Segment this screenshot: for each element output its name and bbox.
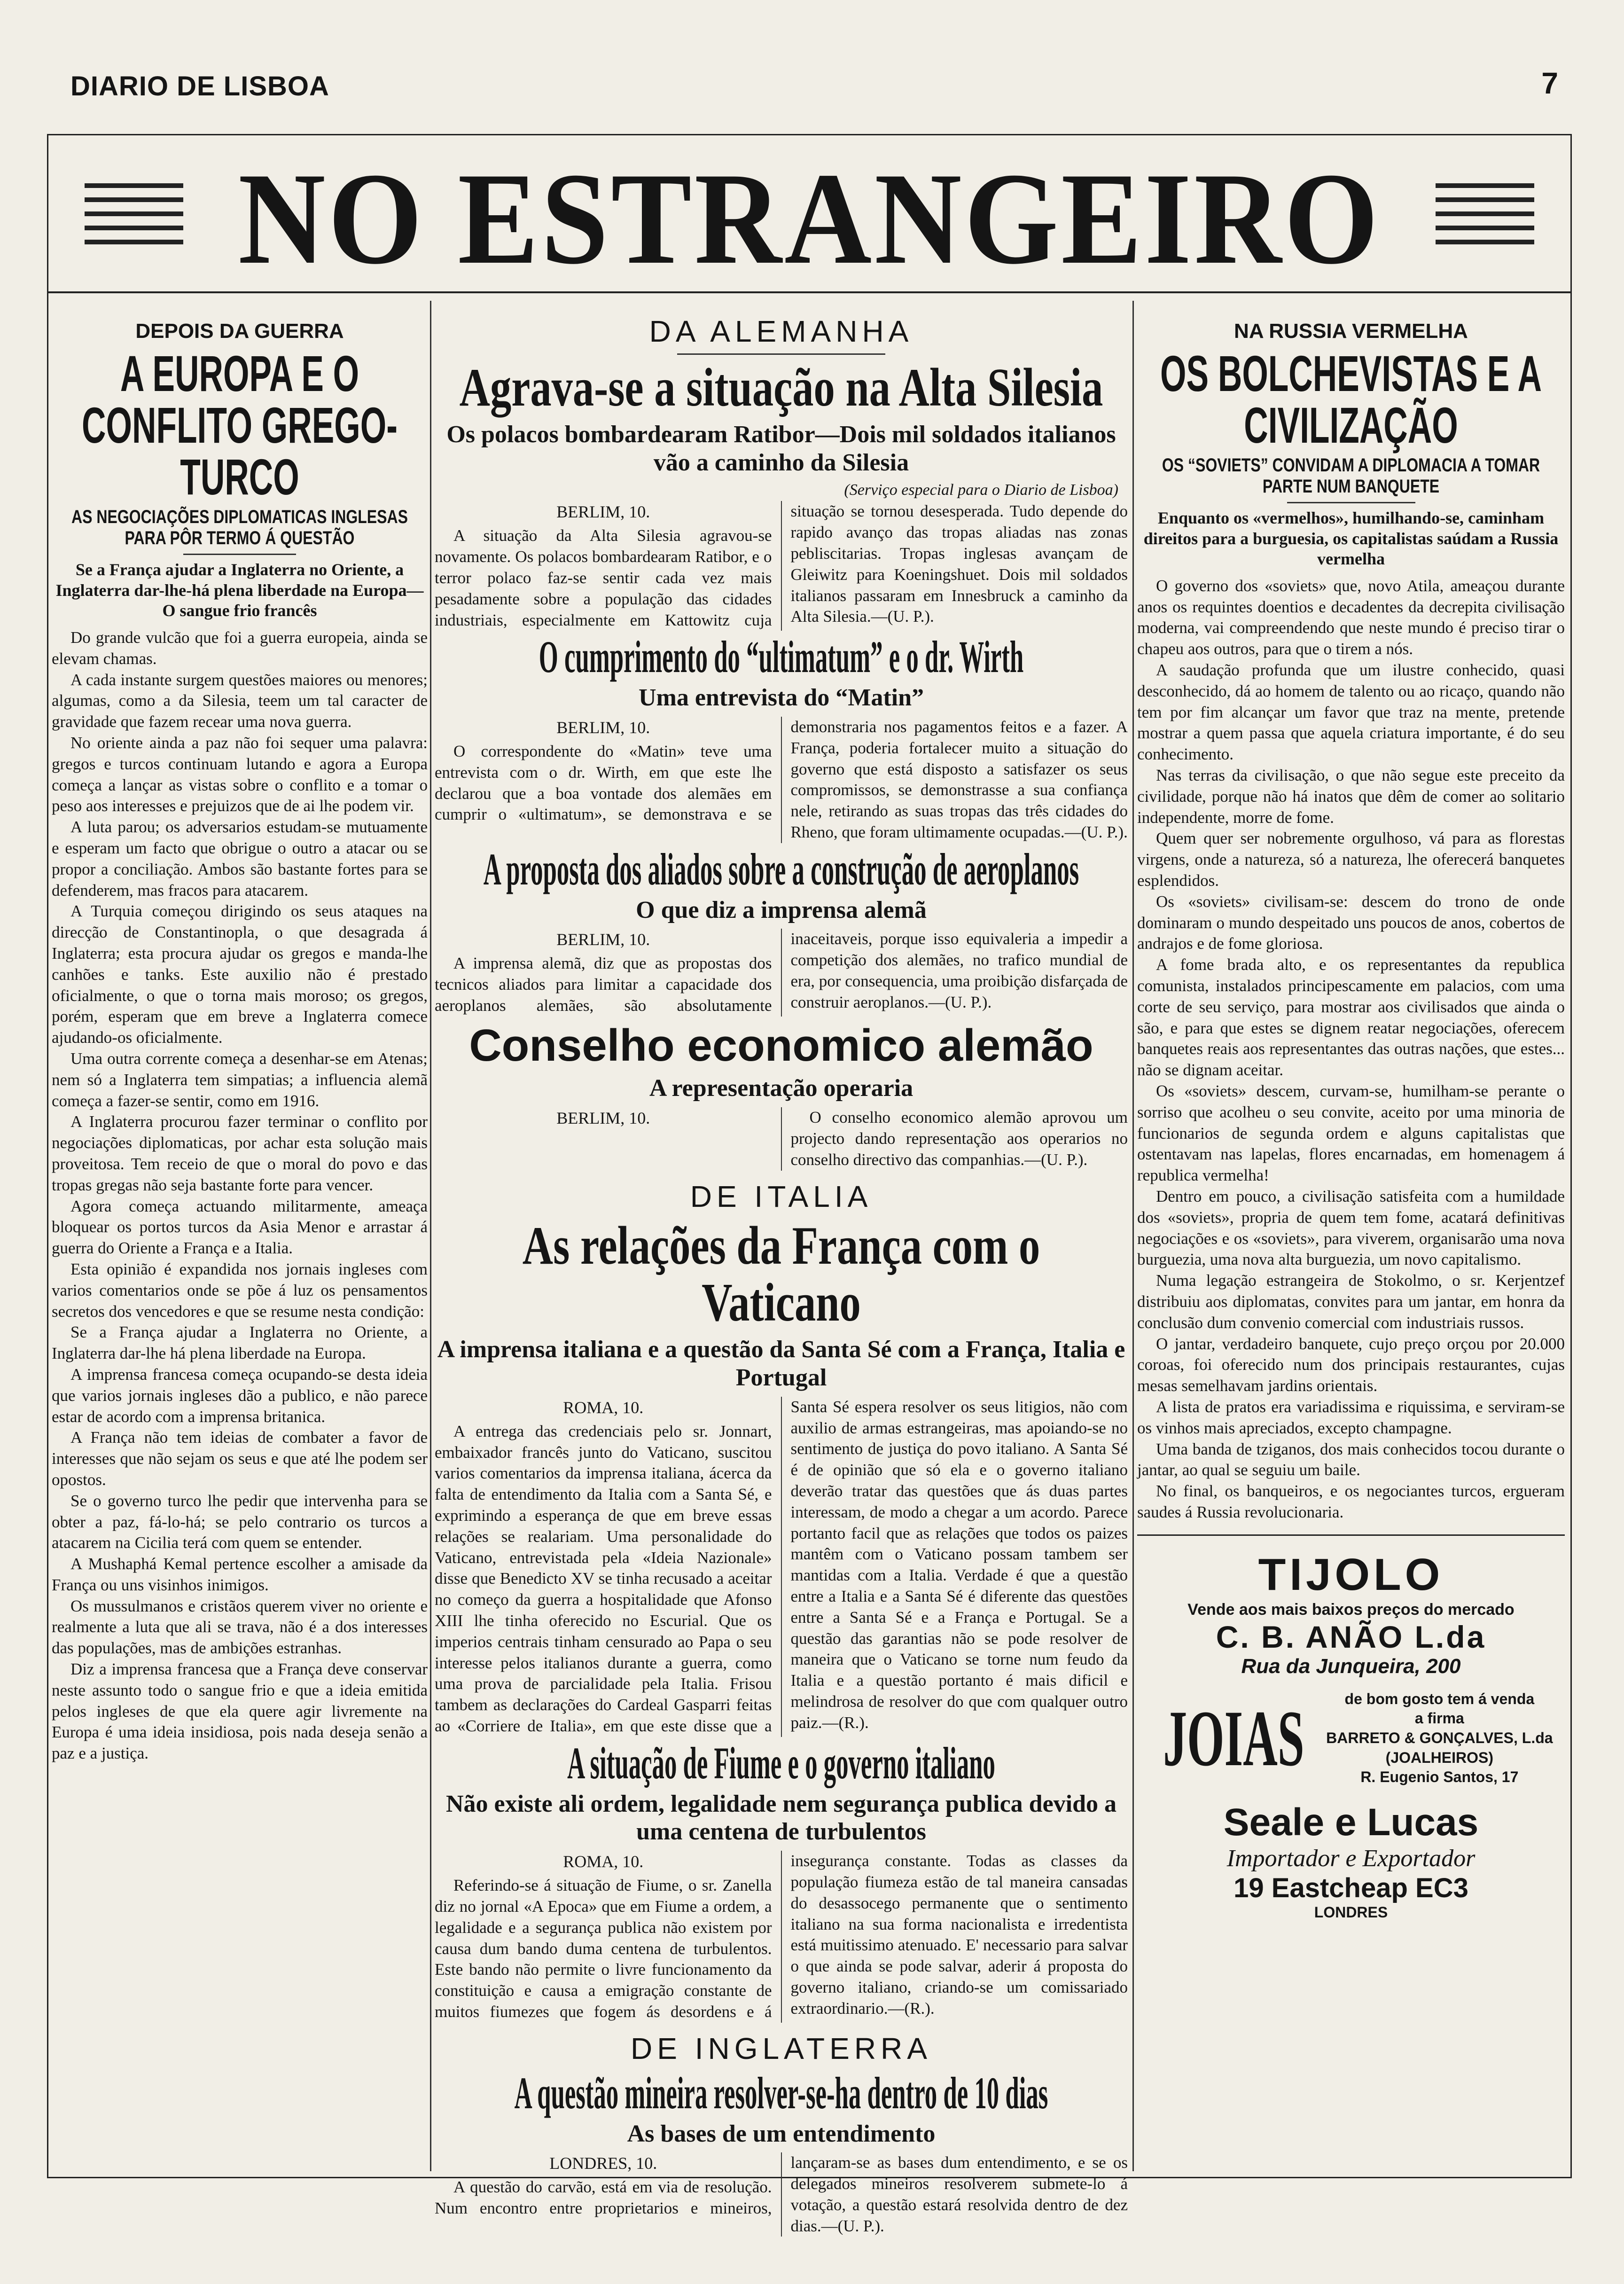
ad-address: Rua da Junqueira, 200 xyxy=(1241,1654,1461,1678)
paragraph: A imprensa alemã, diz que as propostas dos tecnicos aliados para limitar a capacidade dos aeroplanos alemães, são absolutamente inaceitaveis, porque isso equivaleria a impedir a competição dos alemães, no trafico mundial de era, por consequencia, uma proibição disfarçada de construir aeroplanos.—(U. P.). xyxy=(435,930,1128,1015)
article-headline: Conselho economico alemão xyxy=(469,1020,1093,1071)
masthead-ornament-left xyxy=(85,183,183,254)
divider xyxy=(1287,502,1415,503)
paragraph: O jantar, verdadeiro banquete, cujo preço orçou por 20.000 coroas, foi oferecido num dos principais restaurantes, cujas mesas semelhavam jardins orientais. xyxy=(1137,1334,1565,1395)
paragraph: A imprensa francesa começa ocupando-se desta ideia que varios jornais ingleses dão a publico, e não parece estar de acordo com a imprensa britanica. xyxy=(52,1365,428,1426)
paragraph: A luta parou; os adversarios estudam-se mutuamente e esperam um facto que obrigue o outro a atacar ou se propor a conciliação. Ambos são bastante fortes para se defenderem, mas fracos para atacarem. xyxy=(52,818,428,900)
paragraph: O conselho economico alemão aprovou um projecto dando representação aos operarios no conselho directivo das companhias.—(U. P.). xyxy=(790,1108,1128,1169)
ad-line: Vende aos mais baixos preços do mercado xyxy=(1187,1600,1515,1619)
column-rule-2 xyxy=(1132,301,1134,2171)
paragraph: Uma banda de tziganos, dos mais conhecidos tocou durante o jantar, ao qual se seguiu um baile. xyxy=(1137,1439,1565,1479)
paragraph: Se a França ajudar a Inglaterra no Oriente, a Inglaterra dar-lhe há plena liberdade na Europa. xyxy=(52,1323,428,1363)
paragraph: A entrega das credenciais pelo sr. Jonnart, embaixador francês junto do Vaticano, suscitou varios comentarios da imprensa italiana, ácerca da falta de entendimento da Italia com a Santa Sé, e exprimindo a esperança de que em breve essas relações se realariam. Uma personalidade do Vaticano, entrevistada pela «Ideia Nazionale» disse que Benedicto XV se tinha recusado a aceitar no começo da guerra a hospitalidade que Afonso XIII lhe tinha oferecido no Escurial. Que os imperios centrais tinham censurado ao Papa o seu interesse pelos italianos durante a guerra, como uma prova de parcialidade pela Italia. Frisou tambem as declarações do Cardeal Gasparri feitas ao «Corriere de Italia», em que este disse que a Santa Sé espera resolver os seus litigios, não com auxilio de armas estrangeiras, mas apoiando-se no sentimento de justiça do povo italiano. A Santa Sé é de opinião que só ela e o governo italiano deverão tratar das questões que ás duas partes interessam, de modo a chegar a um acordo. Parece portanto facil que as relações que todos os paizes mantêm com o Vaticano possam tambem ser mantidas com a Italia. Verdade é que a questão entre a Italia e a Santa Sé é diferente das questões entre a Santa Sé e a França e Portugal. Se a questão das garantias não se pode resolver de maneira que o Vaticano se torne num feudo da Italia e a questão portanto é mais dificil e melindrosa de resolver do que com qualquer outro paiz.—(R.). xyxy=(435,1397,1128,1735)
article-kicker: NA RUSSIA VERMELHA xyxy=(1234,320,1468,343)
paragraph: Referindo-se á situação de Fiume, o sr. Zanella diz no jornal «A Epoca» que em Fiume a ordem, a legalidade e a segurança publica não existem por causa dum bando duma centena de turbulentos. Este bando não permite o livre funcionamento da constituição e causa a emigração constante de muitos fiumezes que fogem ás desordens e á insegurança constante. Todas as classes da população fiumeza estão de tal maneira cansadas do desassocego permanente que o sentimento italiano na sua forma nacionalista e irredentista está muitissimo atenuado. E' necessario para salvar o que ainda se pode salvar, aderir á proposta do governo italiano, criando-se um comissariado extraordinario.—(R.). xyxy=(435,1852,1128,2021)
article-body xyxy=(435,501,1128,631)
advertisement-tijolo xyxy=(1137,1549,1565,1678)
article-kicker: DEPOIS DA GUERRA xyxy=(135,320,344,343)
dateline: BERLIM, 10. xyxy=(556,502,650,522)
paper-name: DIARIO DE LISBOA xyxy=(70,71,329,102)
ad-line: de bom gosto tem á venda xyxy=(1344,1690,1535,1707)
paragraph: A situação da Alta Silesia agravou-se novamente. Os polacos bombardearam Ratibor, e o terror polaco faz-se sentir cada vez mais pesadamente sobre a população das cidades industriais, especialmente em Kattowitz cuja situação se tornou desesperada. Tudo depende do rapido avanço das tropas aliadas nas zonas pebliscitarias. Tropas inglesas avançam de Gleiwitz para Koeningshuet. Dois mil soldados italianos passaram em Innesbruck a caminho da Alta Silesia.—(U. P.). xyxy=(435,502,1128,629)
paragraph: Se o governo turco lhe pedir que intervenha para se obter a paz, fá-lo-há; se pelo contrario os turcos a atacarem na Cicilia terá com quem se entender. xyxy=(52,1491,428,1552)
divider xyxy=(183,554,296,555)
masthead-title: NO ESTRANGEIRO xyxy=(238,145,1381,291)
paragraph: A França não tem ideias de combater a favor de interesses que não sejam os seus e que até lhe podem ser opostos. xyxy=(52,1428,428,1489)
article-body xyxy=(435,1397,1128,1737)
dateline: BERLIM, 10. xyxy=(556,930,650,949)
paragraph: Do grande vulcão que foi a guerra europeia, ainda se elevam chamas. xyxy=(52,628,428,668)
paragraph: A cada instante surgem questões maiores ou menores; algumas, como a da Silesia, teem um tal caracter de gravidade que fazem recear uma nova guerra. xyxy=(52,670,428,731)
paragraph: A Mushaphá Kemal pertence escolher a amisade da França ou uns visinhos inimigos. xyxy=(52,1555,428,1594)
paragraph: Agora começa actuando militarmente, ameaça bloquear os portos turcos da Asia Menor e arrastar á guerra do Oriente a França e a Italia. xyxy=(52,1197,428,1258)
ad-text xyxy=(1326,1690,1553,1787)
paragraph: Nas terras da civilisação, o que não segue este preceito da civilidade, porque não há inatos que dêm de comer ao solitario independente, morre de fome. xyxy=(1137,766,1565,827)
article-body xyxy=(1137,576,1565,1523)
article-subhead: Não existe ali ordem, legalidade nem segurança publica devido a uma centena de turbulentos xyxy=(445,1790,1117,1846)
masthead-rule xyxy=(47,291,1572,293)
article-subhead: OS “SOVIETS” CONVIDAM A DIPLOMACIA A TOMAR PARTE NUM BANQUETE xyxy=(1162,455,1540,497)
paragraph: A saudação profunda que um ilustre conhecido, quasi desconhecido, dá ao homem de talento ou ao ricaço, quando não tem por fim alcançar um favor que traz na mente, pretende mostrar a quem passa que aquela criatura importante, é do seu conhecimento. xyxy=(1137,661,1565,764)
paragraph: Dentro em pouco, a civilisação satisfeita com a humildade dos «soviets», propria de quem tem fome, acatará definitivas negociações e os «soviets», para viverem, organisarão uma nova burguezia, uma nova alta burguezia, um novo capitalismo. xyxy=(1137,1187,1565,1269)
paragraph: Os mussulmanos e cristãos querem viver no oriente e realmente a luta que ali se trava, não é a dos interesses das populações, mas de ambições estranhas. xyxy=(52,1596,428,1658)
page-number: 7 xyxy=(1541,66,1558,100)
article-subhead: A representação operaria xyxy=(649,1075,914,1102)
ad-company: Seale e Lucas xyxy=(1223,1800,1479,1844)
paragraph: Quem quer ser nobremente orgulhoso, vá para as florestas virgens, onde a natureza, só a natureza, lhe oferecerá banquetes esplendidos. xyxy=(1137,829,1565,890)
paragraph: No final, os banqueiros, e os negociantes turcos, ergueram saudes á Russia revolucionaria. xyxy=(1137,1482,1565,1521)
section-heading-italia: DE ITALIA xyxy=(690,1179,873,1213)
article-subhead: O que diz a imprensa alemã xyxy=(636,896,927,923)
article-body xyxy=(435,1851,1128,2023)
ad-title: TIJOLO xyxy=(1258,1549,1444,1600)
article-headline: As relações da França com o Vaticano xyxy=(522,1215,1040,1333)
ad-company: BARRETO & GONÇALVES, L.da xyxy=(1326,1729,1553,1746)
section-heading-alemanha: DA ALEMANHA xyxy=(649,314,914,348)
paragraph: O governo dos «soviets» que, novo Atila, ameaçou durante anos os requintes doentios e decadentes da decrepita civilisação moderna, vai compreendendo que neste mundo é preciso tirar o chapeu aos outros, para que o tirem a nós. xyxy=(1137,576,1565,658)
column-right xyxy=(1137,305,1565,2176)
article-subhead: As bases de um entendimento xyxy=(627,2120,936,2147)
paragraph: A Turquia começou dirigindo os seus ataques na direcção de Constantinopla, o que desagrada á Inglaterra; esta procura ajudar os gregos e manda-lhe canhões e tanks. Este auxilio não é prestado oficialmente, o que o torna mais moroso; os gregos, porém, esperam que em breve a Inglaterra comece ajudando-os oficialmente. xyxy=(52,902,428,1047)
ad-company: C. B. ANÃO L.da xyxy=(1216,1619,1486,1654)
ad-line: a firma xyxy=(1414,1710,1464,1727)
article-subhead: A imprensa italiana e a questão da Santa Sé com a França, Italia e Portugal xyxy=(437,1336,1125,1391)
paragraph: A fome brada alto, e os representantes da republica comunista, instalados principescamente em palacios, com uma corte de seu serviço, para mostrar aos civilisados que ainda o são, e para que estes se dignem reatar negociações, oferecem banquetes reais aos representantes das outras nações, que estes... não se dignam aceitar. xyxy=(1137,955,1565,1079)
dateline: ROMA, 10. xyxy=(563,1852,644,1871)
paragraph: No oriente ainda a paz não foi sequer uma palavra: gregos e turcos continuam lutando e agora a Europa começa a lançar as vistas sobre o conflito e a tomar o peso aos interesses e prejuizos que de ai lhe podem vir. xyxy=(52,734,428,815)
article-subhead: Uma entrevista do “Matin” xyxy=(638,684,924,712)
service-note: (Serviço especial para o Diario de Lisboa) xyxy=(844,481,1118,499)
article-headline: O cumprimento do “ultimatum” e o dr. Wirth xyxy=(539,632,1024,682)
paragraph: A Inglaterra procurou fazer terminar o conflito por negociações diplomaticas, por achar esta solução mais proveitosa. Tem receio de que o moral do povo e das tropas gregas não seja bastante forte para vencer. xyxy=(52,1112,428,1194)
article-body xyxy=(52,627,428,1764)
paragraph: O correspondente do «Matin» teve uma entrevista com o dr. Wirth, em que este lhe declarou que a boa vontade dos alemães em cumprir o «ultimatum», se demonstrava e se demonstraria nos pagamentos feitos e a fazer. A França, poderia fortalecer muito a situação do governo que está disposto a satisfazer os seus compromissos, se demonstrasse a sua confiança nele, retirando as suas tropas das três cidades do Rheno, que foram ultimamente ocupadas.—(U. P.). xyxy=(435,717,1128,841)
paragraph: Numa legação estrangeira de Stokolmo, o sr. Kerjentzef distribuiu aos diplomatas, convites para um jantar, em honra da conclusão dum convenio comercial com industriais russos. xyxy=(1137,1271,1565,1332)
dateline: ROMA, 10. xyxy=(563,1398,644,1417)
dateline: BERLIM, 10. xyxy=(556,718,650,737)
article-headline: A questão mineira resolver-se-ha dentro de 10 dias xyxy=(514,2067,1048,2118)
ad-line: Importador e Exportador xyxy=(1226,1845,1476,1872)
ad-note: (JOALHEIROS) xyxy=(1385,1749,1494,1766)
divider xyxy=(677,353,885,355)
paragraph: Esta opinião é expandida nos jornais ingleses com varios comentarios onde se põe á luz os pensamentos secretos dos vencedores e que se resume nesta condição: xyxy=(52,1259,428,1321)
article-headline: OS BOLCHEVISTAS E A CIVILIZAÇÃO xyxy=(1160,345,1542,454)
article-lead: Enquanto os «vermelhos», humilhando-se, caminham direitos para a burguesia, os capitalistas saúdam a Russia vermelha xyxy=(1143,508,1559,568)
article-lead: Se a França ajudar a Inglaterra no Oriente, a Inglaterra dar-lhe-há plena liberdade na Europa—O sangue frio francês xyxy=(55,560,424,620)
advertisement-joias xyxy=(1137,1690,1565,1787)
dateline: LONDRES, 10. xyxy=(549,2154,657,2173)
article-headline: A EUROPA E O CONFLITO GREGO-TURCO xyxy=(82,345,398,506)
column-rule-1 xyxy=(430,301,431,2171)
ad-address: R. Eugenio Santos, 17 xyxy=(1360,1768,1519,1786)
article-headline: A situação de Fiume e o governo italiano xyxy=(567,1737,995,1788)
article-headline: A proposta dos aliados sobre a construção de aeroplanos xyxy=(483,844,1079,894)
column-center xyxy=(435,305,1128,2235)
paragraph: Uma outra corrente começa a desenhar-se em Atenas; nem só a Inglaterra tem simpatias; a influencia alemã começa a fazer-se sentir, como em 1916. xyxy=(52,1049,428,1110)
article-body xyxy=(435,929,1128,1016)
dateline: BERLIM, 10. xyxy=(556,1109,650,1128)
ad-title: JOIAS xyxy=(1163,1694,1304,1783)
article-subhead: AS NEGOCIAÇÕES DIPLOMATICAS INGLESAS PARA PÔR TERMO Á QUESTÃO xyxy=(71,507,408,549)
article-body xyxy=(435,1107,1128,1170)
paragraph: Os «soviets» descem, curvam-se, humilham-se perante o sorriso que acolheu o seu convite, aceito por uma minoria de funcionarios de segunda ordem e alguns capitalistas que ostentavam nas lapelas, flores encarnadas, em homenagem á republica vermelha! xyxy=(1137,1082,1565,1185)
ad-address: 19 Eastcheap EC3 xyxy=(1234,1872,1468,1903)
paragraph: A questão do carvão, está em via de resolução. Num encontro entre proprietarios e mineiros, lançaram-se as bases dum entendimento, e se os delegados mineiros resolverem submete-lo á votação, a questão estará resolvida dentro de dez dias.—(U. P.). xyxy=(435,2153,1128,2235)
advertisement-seale-lucas xyxy=(1137,1800,1565,1921)
paragraph: Os «soviets» civilisam-se: descem do trono de onde dominaram o mundo despeitado uns poucos de anos, cobertos de andrajos e de fome gloriosa. xyxy=(1137,892,1565,953)
masthead xyxy=(47,145,1572,291)
article-body xyxy=(435,2152,1128,2237)
article-subhead: Os polacos bombardearam Ratibor—Dois mil soldados italianos vão a caminho da Silesia xyxy=(446,421,1116,476)
article-headline: Agrava-se a situação na Alta Silesia xyxy=(459,358,1103,418)
ad-city: LONDRES xyxy=(1314,1903,1388,1921)
masthead-ornament-right xyxy=(1436,183,1534,254)
column-left xyxy=(52,305,428,2176)
ad-divider xyxy=(1137,1534,1565,1536)
paragraph: Diz a imprensa francesa que a França deve conservar neste assunto todo o sangue frio e que a ideia emitida pelos ingleses de que ela quere agir livremente na Europa é uma ideia insidiosa, pois nada deseja senão a paz e a justiça. xyxy=(52,1660,428,1763)
section-heading-inglaterra: DE INGLATERRA xyxy=(631,2031,932,2065)
article-body xyxy=(435,717,1128,843)
paragraph: A lista de pratos era variadissima e riquissima, e serviram-se os vinhos mais apreciados, excepto champagne. xyxy=(1137,1397,1565,1437)
